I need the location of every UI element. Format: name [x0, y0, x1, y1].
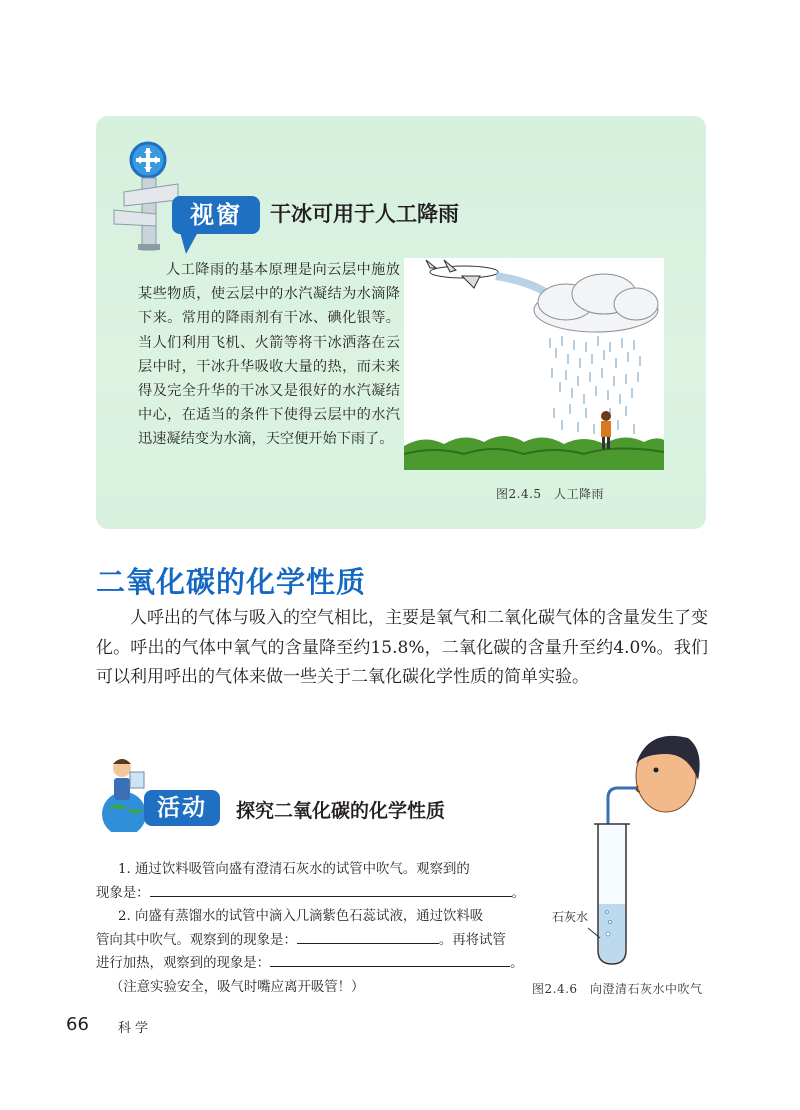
- activity-item-2-mid: 。再将试管: [438, 932, 506, 948]
- subject-label: 科学: [118, 1021, 153, 1036]
- answer-blank-3[interactable]: [270, 952, 510, 967]
- activity-item-1-line-1: 1. 通过饮料吸管向盛有澄清石灰水的试管中吹气。观察到的: [118, 862, 470, 877]
- window-paragraph: 人工降雨的基本原理是向云层中施放某些物质，使云层中的水汽凝结为水滴降下来。常用的降雨剂有干冰、碘化银等。当人们利用飞机、火箭等将干冰洒落在云层中时，干冰升华吸收大量的热，而未来得及完全升华的干冰又是很好的水汽凝结中心，在适当的条件下使得云层中的水汽迅速凝结变为水滴，天空便开始下雨了。: [138, 262, 400, 448]
- safety-note: （注意实验安全，吸气时嘴应离开吸管！）: [110, 979, 365, 995]
- answer-blank-2[interactable]: [297, 929, 439, 944]
- activity-item-1-line-2: [96, 882, 536, 906]
- figure-caption-2-4-5: 图2.4.5 人工降雨: [496, 487, 605, 501]
- signpost-icon: [108, 140, 184, 252]
- activity-list: [96, 858, 536, 999]
- window-title: 干冰可用于人工降雨: [270, 202, 459, 226]
- activity-item-2-line-3: [96, 952, 536, 976]
- window-text: [138, 258, 400, 452]
- section-heading: 二氧化碳的化学性质: [96, 565, 367, 599]
- activity-item-1-prefix: 现象是：: [96, 885, 150, 901]
- artificial-rain-illustration: [404, 258, 664, 470]
- window-badge-tail: [180, 232, 198, 254]
- test-tube-illustration: [548, 724, 708, 974]
- figure-caption-2-4-6: 图2.4.6 向澄清石灰水中吹气: [532, 982, 703, 996]
- rain-drops: [550, 336, 640, 434]
- limewater-label: 石灰水: [552, 910, 589, 924]
- activity-item-2-line-2: [96, 929, 536, 953]
- cloud-icon: [534, 274, 658, 332]
- airplane-icon: [426, 260, 498, 288]
- section-body: [96, 604, 708, 693]
- boy-head-icon: [636, 736, 700, 812]
- activity-item-1-end: 。: [511, 885, 525, 901]
- activity-item-2-prefix-2: 进行加热，观察到的现象是：: [96, 956, 271, 971]
- activity-item-2-end: 。: [510, 956, 524, 971]
- activity-title: 探究二氧化碳的化学性质: [236, 800, 446, 822]
- activity-item-2-prefix: 管向其中吹气。观察到的现象是：: [96, 932, 297, 948]
- answer-blank-1[interactable]: [150, 882, 512, 897]
- activity-badge: 活动: [144, 790, 220, 826]
- window-badge: 视窗: [172, 196, 260, 234]
- activity-item-2-line-1: 2. 向盛有蒸馏水的试管中滴入几滴紫色石蕊试液，通过饮料吸: [118, 909, 484, 924]
- page-number: 66: [66, 1014, 89, 1035]
- section-paragraph: 人呼出的气体与吸入的空气相比，主要是氧气和二氧化碳气体的含量发生了变化。呼出的气体中氧气的含量降至约15.8%，二氧化碳的含量升至约4.0%。我们可以利用呼出的气体来做一些关于二氧化碳化学性质的简单实验。: [96, 608, 708, 687]
